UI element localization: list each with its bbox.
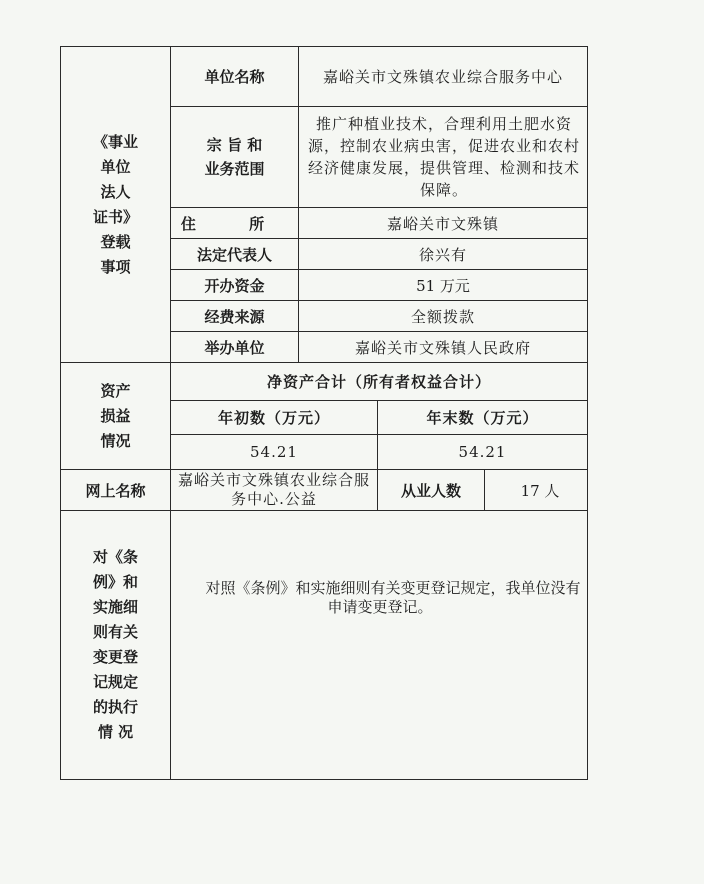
begin-year-value: 54.21 [171, 435, 378, 470]
legal-rep-value: 徐兴有 [299, 239, 588, 270]
end-year-value: 54.21 [378, 435, 588, 470]
assets-section-label [61, 363, 171, 470]
assets-label-line: 情况 [100, 431, 131, 450]
legal-rep-label: 法定代表人 [171, 239, 299, 270]
purpose-value: 推广种植业技术，合理利用土肥水资源，控制农业病虫害，促进农业和农村经济健康发展，提供管理、检测和技术保障。 [299, 107, 588, 208]
purpose-label [171, 107, 299, 208]
staff-count-label: 从业人数 [378, 470, 485, 511]
registration-form-table [60, 46, 588, 780]
compliance-text: 对照《条例》和实施细则有关变更登记规定，我单位没有申请变更登记。 [205, 579, 581, 616]
address-value: 嘉峪关市文殊镇 [299, 208, 588, 239]
unit-name-value: 嘉峪关市文殊镇农业综合服务中心 [299, 47, 588, 107]
address-label: 住 所 [171, 208, 299, 239]
compliance-label-line: 则有关 [92, 623, 138, 641]
compliance-label-line: 的执行 [92, 698, 138, 716]
compliance-label-line: 记规定 [92, 673, 138, 691]
begin-year-label: 年初数（万元） [171, 401, 378, 435]
sponsor-value: 嘉峪关市文殊镇人民政府 [299, 332, 588, 363]
registration-label-line: 《事业 [92, 132, 138, 151]
registration-section-label [61, 47, 171, 363]
registration-label-line: 证书》 [92, 207, 138, 226]
compliance-section-label [61, 511, 171, 780]
registration-label-line: 登载 [100, 232, 131, 251]
registration-label-line: 单位 [100, 157, 131, 176]
funding-value: 全额拨款 [299, 301, 588, 332]
online-name-label: 网上名称 [61, 470, 171, 511]
capital-value: 51 万元 [299, 270, 588, 301]
sponsor-label: 举办单位 [171, 332, 299, 363]
purpose-label-line: 宗 旨 和 [206, 136, 263, 154]
registration-label-line: 法人 [100, 182, 131, 201]
unit-name-label: 单位名称 [171, 47, 299, 107]
assets-label-line: 资产 [100, 381, 131, 400]
compliance-label-line: 变更登 [92, 648, 138, 666]
net-assets-header: 净资产合计（所有者权益合计） [171, 363, 588, 401]
compliance-label-line: 实施细 [92, 598, 138, 616]
compliance-label-line: 例》和 [92, 573, 138, 591]
purpose-label-line: 业务范围 [204, 160, 265, 178]
compliance-label-line: 情 况 [97, 723, 134, 741]
capital-label: 开办资金 [171, 270, 299, 301]
compliance-label-line: 对《条 [92, 548, 138, 566]
registration-label-line: 事项 [100, 257, 131, 276]
staff-count-value: 17 人 [485, 470, 588, 511]
compliance-statement [171, 511, 588, 780]
funding-label: 经费来源 [171, 301, 299, 332]
online-name-value: 嘉峪关市文殊镇农业综合服务中心.公益 [171, 470, 378, 511]
assets-label-line: 损益 [100, 406, 131, 425]
end-year-label: 年末数（万元） [378, 401, 588, 435]
